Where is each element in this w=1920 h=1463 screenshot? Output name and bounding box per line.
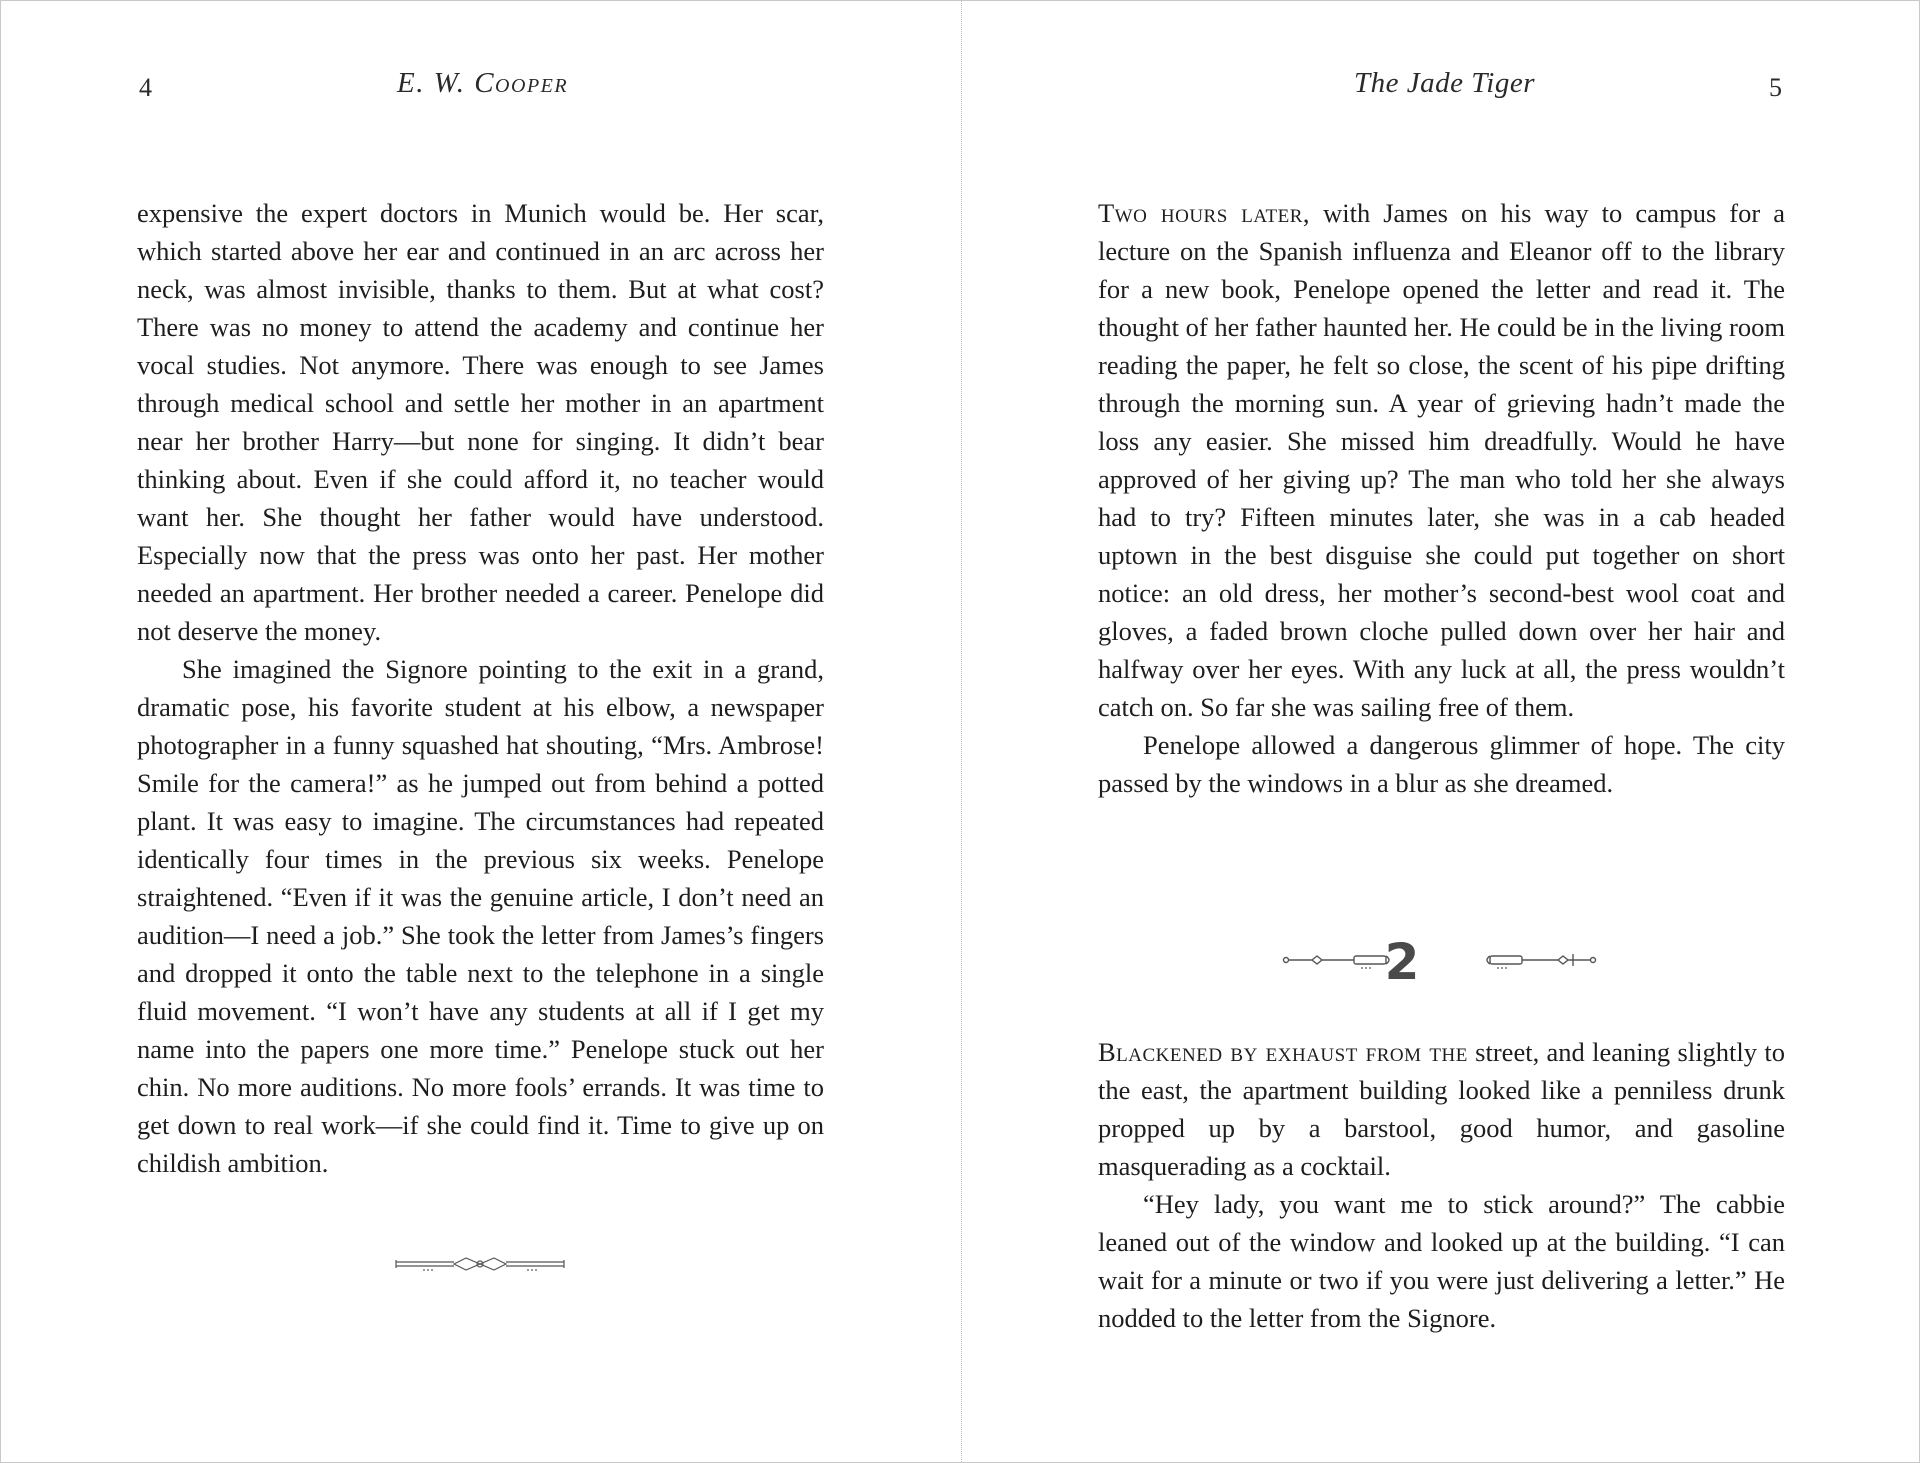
right-text-block-1	[1098, 194, 1785, 802]
left-page-number: 4	[139, 73, 152, 102]
left-page	[1, 1, 961, 1462]
chapter-2-paragraph-1	[1098, 1033, 1785, 1185]
left-running-head: E. W. Cooper	[397, 67, 569, 99]
left-text-block	[137, 194, 824, 1182]
right-running-head: The Jade Tiger	[1354, 67, 1535, 99]
section-break-ornament	[394, 1254, 566, 1274]
chapter-ornament-right	[1484, 948, 1598, 974]
lead-in-small-caps: Two hours later,	[1098, 198, 1311, 228]
right-paragraph-1-text: with James on his way to campus for a lecture on the Spanish influenza and Eleanor off to the library for a new book, Penelope opened the letter and read it. The thought of her father haunted her. He could be in the living room reading the paper, he felt so close, the scent of his pipe drifting through the morning sun. A year of grieving hadn’t made the loss any easier. She missed him dreadfully. Would he have approved of her giving up? The man who told her she always had to try? Fifteen minutes later, she was in a cab headed uptown in the best disguise she could put together on short notice: an old dress, her mother’s second-best wool coat and gloves, a faded brown cloche pulled down over her hair and halfway over her eyes. With any luck at all, the press wouldn’t catch on. So far she was sailing free of them.	[1098, 198, 1785, 722]
right-text-block-2	[1098, 1033, 1785, 1337]
right-page	[962, 1, 1920, 1462]
left-paragraph-2: She imagined the Signore pointing to the exit in a grand, dramatic pose, his favorite student at his elbow, a newspaper photographer in a funny squashed hat shouting, “Mrs. Ambrose! Smile for the camera!” as he jumped out from behind a potted plant. It was easy to imagine. The circumstances had repeated identically four times in the previous six weeks. Penelope straightened. “Even if it was the genuine article, I don’t need an audition—I need a job.” She took the letter from James’s fingers and dropped it onto the table next to the telephone in a single fluid movement. “I won’t have any students at all if I get my name into the papers one more time.” Penelope stuck out her chin. No more auditions. No more fools’ errands. It was time to get down to real work—if she could find it. Time to give up on childish ambition.	[137, 654, 824, 1178]
right-paragraph-2: Penelope allowed a dangerous glimmer of hope. The city passed by the windows in a blur as she dreamed.	[1098, 730, 1785, 798]
chapter-2-paragraph-2: “Hey lady, you want me to stick around?” The cabbie leaned out of the window and looked up at the building. “I can wait for a minute or two if you were just delivering a letter.” He nodded to the letter from the Signore.	[1098, 1189, 1785, 1333]
chapter-number: 2	[1384, 933, 1420, 991]
right-paragraph-1	[1098, 194, 1785, 726]
right-page-number: 5	[1769, 73, 1782, 102]
chapter-lead-in-small-caps: Blackened by exhaust from the	[1098, 1037, 1468, 1067]
chapter-2-paragraph-1-text: street, and leaning slightly to the east, the apartment building looked like a penniless drunk propped up by a barstool, good humor, and gasoline masquerading as a cocktail.	[1098, 1037, 1785, 1181]
left-paragraph-1: expensive the expert doctors in Munich would be. Her scar, which started above her ear and continued in an arc across her neck, was almost invisible, thanks to them. But at what cost? There was no money to attend the academy and continue her vocal studies. Not anymore. There was enough to see James through medical school and settle her mother in an apartment near her brother Harry—but none for singing. It didn’t bear thinking about. Even if she could afford it, no teacher would want her. She thought her father would have understood. Especially now that the press was onto her past. Her mother needed an apartment. Her brother needed a career. Penelope did not deserve the money.	[137, 198, 824, 646]
